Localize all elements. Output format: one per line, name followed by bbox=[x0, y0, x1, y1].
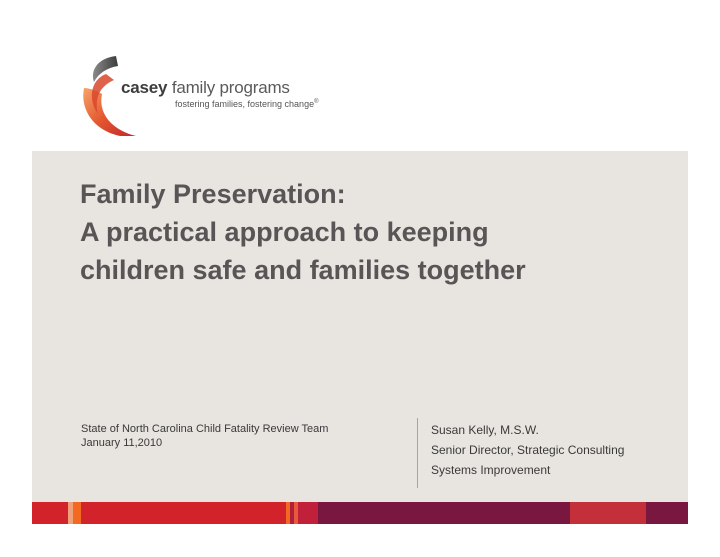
event-info bbox=[81, 422, 328, 450]
casey-logo bbox=[76, 52, 366, 142]
decorative-color-bar bbox=[32, 502, 688, 524]
presenter-department: Systems Improvement bbox=[431, 463, 551, 477]
presenter-info bbox=[431, 420, 624, 480]
brand-tagline: fostering families, fostering change® bbox=[175, 99, 319, 109]
event-date: January 11,2010 bbox=[81, 437, 163, 449]
presenter-role: Senior Director, Strategic Consulting bbox=[431, 443, 625, 457]
presenter-name: Susan Kelly, M.S.W. bbox=[431, 423, 539, 437]
brand-name: casey family programs bbox=[121, 78, 290, 97]
event-name: State of North Carolina Child Fatality Review Team bbox=[81, 423, 329, 435]
slide-title: Family Preservation: A practical approach to keeping children safe and families together bbox=[80, 179, 526, 285]
vertical-divider bbox=[417, 418, 418, 488]
